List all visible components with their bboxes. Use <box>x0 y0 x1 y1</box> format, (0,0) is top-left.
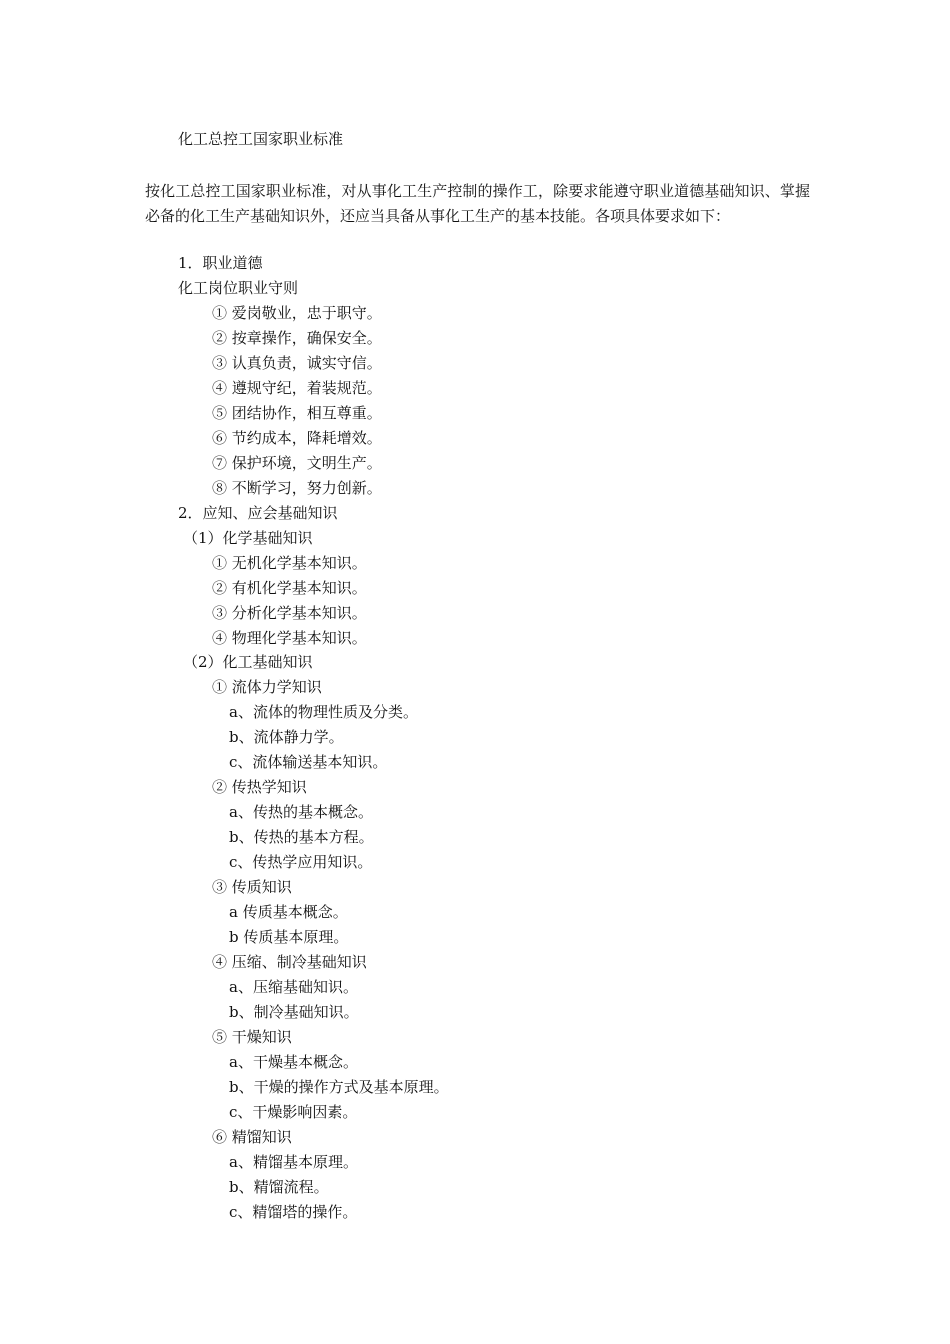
topic-heading: ① 流体力学知识 <box>212 678 322 696</box>
list-item: b、精馏流程。 <box>229 1178 329 1196</box>
topic-heading: ③ 传质知识 <box>212 878 292 896</box>
list-item: c、干燥影响因素。 <box>229 1103 358 1121</box>
list-item: a、压缩基础知识。 <box>229 978 358 996</box>
list-item: a、干燥基本概念。 <box>229 1053 358 1071</box>
list-item: b、制冷基础知识。 <box>229 1003 359 1021</box>
list-item: b 传质基本原理。 <box>229 928 349 946</box>
section-1-subheading: 化工岗位职业守则 <box>178 279 299 297</box>
topic-heading: ⑥ 精馏知识 <box>212 1128 292 1146</box>
list-item: c、传热学应用知识。 <box>229 853 373 871</box>
list-item: ② 按章操作，确保安全。 <box>212 329 382 347</box>
list-item: ① 爱岗敬业，忠于职守。 <box>212 304 382 322</box>
list-item: a、精馏基本原理。 <box>229 1153 358 1171</box>
document-title: 化工总控工国家职业标准 <box>178 130 344 148</box>
list-item: ③ 认真负责，诚实守信。 <box>212 354 382 372</box>
list-item: c、流体输送基本知识。 <box>229 753 388 771</box>
list-item: b、干燥的操作方式及基本原理。 <box>229 1078 449 1096</box>
list-item: ④ 遵规守纪，着装规范。 <box>212 379 382 397</box>
list-item: ② 有机化学基本知识。 <box>212 579 367 597</box>
topic-heading: ② 传热学知识 <box>212 778 307 796</box>
topic-heading: ⑤ 干燥知识 <box>212 1028 292 1046</box>
topic-heading: ④ 压缩、制冷基础知识 <box>212 953 367 971</box>
list-item: ④ 物理化学基本知识。 <box>212 629 367 647</box>
list-item: ⑦ 保护环境，文明生产。 <box>212 454 382 472</box>
list-item: ⑥ 节约成本，降耗增效。 <box>212 429 382 447</box>
list-item: a、流体的物理性质及分类。 <box>229 703 418 721</box>
section-1-heading: 1．职业道德 <box>178 254 263 272</box>
part-2-heading: （2）化工基础知识 <box>183 653 313 671</box>
list-item: ① 无机化学基本知识。 <box>212 554 367 572</box>
list-item: c、精馏塔的操作。 <box>229 1203 358 1221</box>
list-item: a、传热的基本概念。 <box>229 803 373 821</box>
section-2-heading: 2．应知、应会基础知识 <box>178 504 338 522</box>
part-1-heading: （1）化学基础知识 <box>183 529 313 547</box>
list-item: ③ 分析化学基本知识。 <box>212 604 367 622</box>
list-item: ⑧ 不断学习，努力创新。 <box>212 479 382 497</box>
list-item: ⑤ 团结协作，相互尊重。 <box>212 404 382 422</box>
list-item: a 传质基本概念。 <box>229 903 348 921</box>
list-item: b、流体静力学。 <box>229 728 344 746</box>
intro-paragraph: 按化工总控工国家职业标准，对从事化工生产控制的操作工，除要求能遵守职业道德基础知识、掌握必备的化工生产基础知识外，还应当具备从事化工生产的基本技能。各项具体要求如下： <box>145 182 810 225</box>
list-item: b、传热的基本方程。 <box>229 828 374 846</box>
